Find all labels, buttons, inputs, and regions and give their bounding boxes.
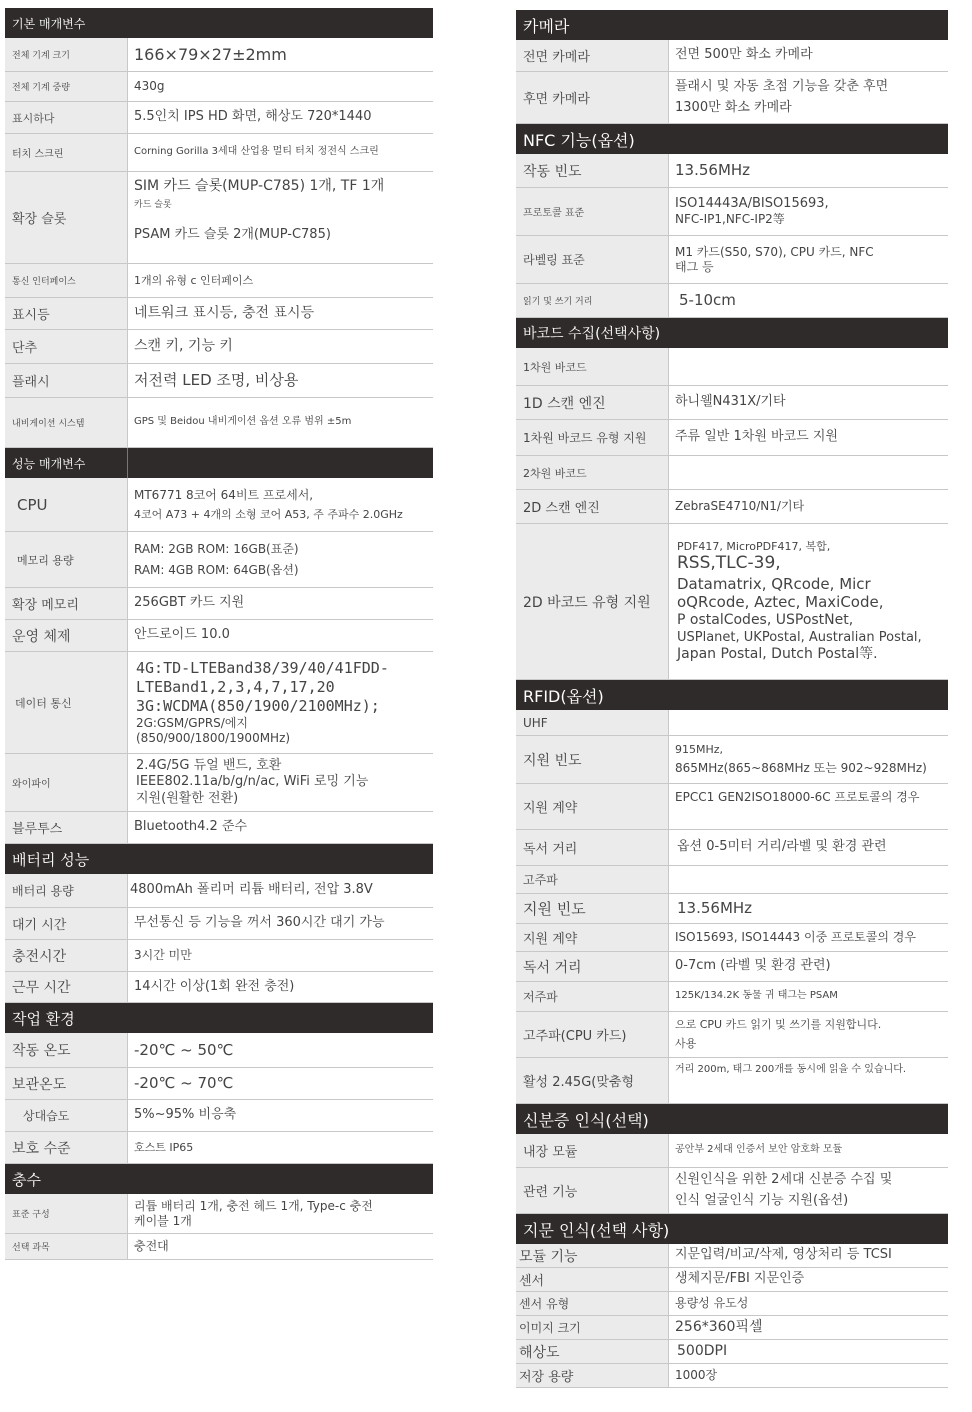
spec-value-line: 3G:WCDMA(850/1900/2100MHz); (136, 696, 380, 715)
spec-key: 와이파이 (5, 754, 128, 811)
spec-value: ISO15693, ISO14443 이중 프로토콜의 경우 (675, 930, 916, 944)
spec-value-line: 865MHz(865~868MHz 또는 902~928MHz) (675, 761, 927, 776)
spec-key: 보호 수준 (5, 1132, 128, 1163)
spec-value-line: P ostalCodes, USPostNet, (677, 612, 854, 629)
spec-row (516, 784, 948, 830)
spec-row (5, 330, 433, 364)
spec-value: 하니웰N431X/기타 (675, 394, 786, 410)
spec-value-line: Datamatrix, QRcode, Micr (677, 574, 871, 593)
spec-value: EPCC1 GEN2ISO18000-6C 프로토콜의 경우 (675, 790, 920, 804)
spec-value-line: 1300만 화소 카메라 (675, 100, 792, 115)
spec-value-line: 4코어 A73 + 4개의 소형 코어 A53, 주 주파수 2.0GHz (134, 507, 403, 521)
spec-value (128, 652, 433, 753)
spec-row (5, 1100, 433, 1132)
section-header-id-card (516, 1104, 948, 1134)
spec-value-line: RSS,TLC-39, (677, 553, 781, 574)
spec-value: 거리 200m, 태그 200개를 동시에 읽을 수 있습니다. (675, 1064, 907, 1075)
spec-row (5, 38, 433, 72)
spec-value-line: M1 카드(S50, S70), CPU 카드, NFC (675, 244, 874, 259)
spec-value: -20℃ ~ 70℃ (134, 1074, 234, 1093)
spec-row (516, 1012, 948, 1058)
spec-value (669, 1012, 948, 1057)
spec-row (5, 874, 433, 908)
spec-row (5, 1234, 433, 1260)
section-header-environment (5, 1003, 433, 1033)
spec-row (516, 866, 948, 894)
section-header-battery (5, 844, 433, 874)
spec-key: 메모리 용량 (5, 532, 128, 587)
spec-key: 전체 기계 중량 (5, 72, 128, 101)
spec-row (5, 172, 433, 264)
spec-row (516, 982, 948, 1012)
spec-key: 작동 온도 (5, 1033, 128, 1067)
spec-key: 통신 인터페이스 (5, 264, 128, 297)
spec-row (5, 1033, 433, 1068)
spec-key: 배터리 용량 (5, 874, 128, 907)
spec-value-line: 지원(원활한 전환) (136, 790, 239, 806)
spec-value: 저전력 LED 조명, 비상용 (134, 371, 299, 390)
spec-value: 전면 500만 화소 카메라 (675, 47, 813, 63)
spec-key: 저장 용량 (516, 1364, 669, 1387)
spec-key: 1차원 바코드 유형 지원 (516, 420, 669, 455)
spec-value: 5-10cm (679, 291, 736, 310)
spec-value: 옵션 0-5미터 거리/라벨 및 환경 관련 (677, 839, 887, 855)
spec-value-line: 플래시 및 자동 초점 기능을 갖춘 후면 (675, 78, 889, 94)
spec-key: 1차원 바코드 (516, 348, 669, 385)
spec-row (516, 40, 948, 72)
spec-value: 무선통신 등 기능을 꺼서 360시간 대기 가능 (134, 915, 385, 931)
spec-key: 2D 바코드 유형 지원 (516, 524, 669, 679)
spec-row (516, 1268, 948, 1292)
spec-row (516, 1292, 948, 1316)
spec-value: 3시간 미만 (134, 948, 192, 962)
spec-value-line: SIM 카드 슬롯(MUP-C785) 1개, TF 1개 (134, 178, 385, 194)
spec-key: 표시등 (5, 298, 128, 329)
spec-key: 확장 메모리 (5, 588, 128, 619)
spec-value-line: 2G:GSM/GPRS/에지 (136, 715, 249, 730)
spec-row (5, 908, 433, 940)
spec-value: 용량성 유도성 (675, 1296, 749, 1310)
spec-value: -20℃ ~ 50℃ (134, 1040, 234, 1059)
spec-key: 관련 기능 (516, 1168, 669, 1213)
spec-row (516, 924, 948, 952)
spec-row (5, 264, 433, 298)
spec-key: CPU (5, 478, 128, 531)
spec-key: 운영 체제 (5, 620, 128, 651)
spec-row (5, 588, 433, 620)
spec-value: 생체지문/FBI 지문인증 (675, 1271, 805, 1287)
section-header-rfid (516, 680, 948, 710)
spec-value-line: MT6771 8코어 64비트 프로세서, (134, 487, 314, 502)
spec-row (516, 1340, 948, 1364)
spec-key: 플래시 (5, 364, 128, 397)
spec-value: 430g (134, 79, 165, 93)
spec-value (128, 478, 433, 531)
spec-value: 주류 일반 1차원 바코드 지원 (675, 429, 838, 445)
spec-row (5, 1068, 433, 1100)
spec-row (516, 1058, 948, 1104)
spec-value: 5%~95% 비응축 (134, 1107, 237, 1123)
spec-value: 1000장 (675, 1368, 718, 1382)
spec-key: 단추 (5, 330, 128, 363)
spec-row (516, 456, 948, 490)
spec-value: 충전대 (134, 1239, 169, 1253)
spec-key: 데이터 통신 (5, 652, 128, 753)
spec-row (516, 710, 948, 736)
spec-value (669, 524, 948, 679)
spec-value (669, 348, 948, 385)
spec-value (128, 172, 433, 263)
spec-key: 프로토콜 표준 (516, 188, 669, 235)
spec-key: 독서 거리 (516, 830, 669, 865)
spec-key: 전면 카메라 (516, 40, 669, 71)
spec-key: 1D 스캔 엔진 (516, 386, 669, 419)
spec-value: 1개의 유형 c 인터페이스 (134, 273, 254, 287)
spec-value: 256GBT 카드 지원 (134, 595, 245, 611)
spec-key: 대기 시간 (5, 908, 128, 939)
spec-key: 독서 거리 (516, 952, 669, 981)
spec-value-line: 케이블 1개 (134, 1213, 192, 1228)
spec-value (669, 1168, 948, 1213)
spec-row (516, 830, 948, 866)
spec-row (516, 736, 948, 784)
section-title: 성능 매개변수 (5, 448, 128, 478)
spec-value-line: 카드 슬롯 (134, 199, 172, 210)
spec-value-line: LTEBand1,2,3,4,7,17,20 (136, 678, 335, 697)
spec-value-line: oQRcode, Aztec, MaxiCode, (677, 593, 884, 612)
section-header-nfc (516, 124, 948, 154)
spec-value-line: Japan Postal, Dutch Postal等. (677, 645, 878, 662)
spec-row (516, 1168, 948, 1214)
spec-key: 충전시간 (5, 940, 128, 971)
spec-key: 라벨링 표준 (516, 236, 669, 283)
spec-row (516, 420, 948, 456)
spec-row (5, 652, 433, 754)
spec-value-line: 리튬 배터리 1개, 충전 헤드 1개, Type-c 충전 (134, 1198, 373, 1213)
section-header-performance (5, 448, 433, 478)
spec-key: 읽기 및 쓰기 거리 (516, 284, 669, 317)
spec-value (128, 1194, 433, 1233)
spec-row (516, 524, 948, 680)
spec-value (669, 188, 948, 235)
left-spec-column (5, 8, 433, 1260)
spec-value (669, 236, 948, 283)
spec-value: 안드로이드 10.0 (134, 627, 230, 643)
spec-key: 전체 기계 크기 (5, 38, 128, 71)
spec-value-line: 2.4G/5G 듀얼 밴드, 호환 (136, 758, 282, 774)
spec-value: 5.5인치 IPS HD 화면, 해상도 720*1440 (134, 109, 372, 125)
section-header-accessories (5, 1164, 433, 1194)
spec-row (516, 188, 948, 236)
spec-row (5, 364, 433, 398)
spec-value (669, 456, 948, 489)
spec-value-line: 태그 등 (675, 259, 714, 274)
spec-value-line: 4G:TD-LTEBand38/39/40/41FDD- (136, 659, 389, 678)
spec-row (5, 940, 433, 972)
spec-key: 표준 구성 (5, 1194, 128, 1233)
spec-value: 166×79×27±2mm (134, 44, 287, 64)
right-spec-column (516, 10, 948, 1388)
section-title: 지문 인식(선택 사항) (523, 1220, 670, 1240)
spec-key: 모듈 기능 (516, 1244, 669, 1267)
spec-value-line: 인식 얼굴인식 기능 지원(옵션) (675, 1192, 849, 1208)
section-title: RFID(옵션) (523, 686, 604, 706)
spec-row (516, 1244, 948, 1268)
spec-key: 센서 유형 (516, 1292, 669, 1315)
spec-value: 125K/134.2K 동물 귀 태그는 PSAM (675, 990, 838, 1002)
spec-value-line: 사용 (675, 1037, 697, 1050)
section-title: 작업 환경 (12, 1009, 75, 1028)
spec-value: ZebraSE4710/N1/기타 (675, 499, 805, 513)
spec-value-line: (850/900/1800/1900MHz) (136, 730, 291, 745)
section-title: 기본 매개변수 (12, 16, 86, 31)
spec-key: 고주파(CPU 카드) (516, 1012, 669, 1057)
spec-key: 근무 시간 (5, 972, 128, 1002)
spec-value-line: ISO14443A/BISO15693, (675, 195, 829, 211)
spec-value-line: IEEE802.11a/b/g/n/ac, WiFi 로밍 기능 (136, 774, 369, 790)
spec-key: 이미지 크기 (516, 1316, 669, 1339)
spec-value-line: 으로 CPU 카드 읽기 및 쓰기를 지원합니다. (675, 1018, 882, 1032)
spec-value (128, 532, 433, 587)
spec-row (5, 72, 433, 102)
spec-key: 작동 빈도 (516, 154, 669, 187)
spec-row (516, 490, 948, 524)
spec-row (5, 1132, 433, 1164)
spec-value: 지문입력/비교/삭제, 영상처리 등 TCSI (675, 1247, 892, 1263)
spec-key: 고주파 (516, 866, 669, 893)
spec-key: 내비게이션 시스템 (5, 398, 128, 447)
spec-value: Corning Gorilla 3세대 산업용 멀티 터치 정전식 스크린 (134, 146, 379, 158)
spec-key: 선택 과목 (5, 1234, 128, 1259)
spec-row (5, 298, 433, 330)
spec-value: 호스트 IP65 (134, 1140, 194, 1154)
spec-value-line: 915MHz, (675, 742, 724, 756)
spec-row (5, 134, 433, 172)
spec-key: 저주파 (516, 982, 669, 1011)
spec-value (128, 754, 433, 811)
spec-row (516, 952, 948, 982)
spec-value: Bluetooth4.2 준수 (134, 819, 248, 835)
spec-row (516, 284, 948, 318)
spec-key: 지원 빈도 (516, 736, 669, 783)
spec-value: 500DPI (677, 1342, 728, 1359)
spec-value-line: USPlanet, UKPostal, Australian Postal, (677, 629, 922, 645)
spec-value-line: RAM: 4GB ROM: 64GB(옵션) (134, 562, 299, 577)
spec-row (516, 348, 948, 386)
spec-value: 네트워크 표시등, 충전 표시등 (134, 304, 315, 321)
spec-row (516, 1364, 948, 1388)
spec-value: 스캔 키, 기능 키 (134, 337, 233, 354)
section-title: 카메라 (523, 16, 570, 36)
spec-value-line: 신원인식을 위한 2세대 신분증 수집 및 (675, 1172, 893, 1188)
spec-key: 터치 스크린 (5, 134, 128, 171)
spec-row (5, 398, 433, 448)
spec-value: 256*360픽셀 (675, 1318, 763, 1335)
section-header-barcode (516, 318, 948, 348)
section-header-camera (516, 10, 948, 40)
spec-value-line: PDF417, MicroPDF417, 복합, (677, 539, 831, 553)
spec-key: 센서 (516, 1268, 669, 1291)
spec-value (669, 736, 948, 783)
spec-value: 0-7cm (라벨 및 환경 관련) (675, 958, 831, 974)
spec-value: 13.56MHz (675, 161, 751, 180)
spec-key: 확장 슬롯 (5, 172, 128, 263)
spec-value-line: RAM: 2GB ROM: 16GB(표준) (134, 541, 299, 556)
section-header-basic (5, 8, 433, 38)
spec-value: 4800mAh 폴리머 리튬 배터리, 전압 3.8V (130, 882, 373, 898)
spec-key: 후면 카메라 (516, 72, 669, 123)
section-header-fingerprint (516, 1214, 948, 1244)
spec-row (5, 532, 433, 588)
spec-row (5, 972, 433, 1003)
spec-key: 2차원 바코드 (516, 456, 669, 489)
spec-key: 보관온도 (5, 1068, 128, 1099)
spec-key: 활성 2.45G(맞춤형 (516, 1058, 669, 1103)
spec-row (5, 812, 433, 844)
spec-key: 2D 스캔 엔진 (516, 490, 669, 523)
section-title: 바코드 수집(선택사항) (523, 326, 661, 342)
section-title: 신분증 인식(선택) (523, 1110, 649, 1130)
spec-key: 상대습도 (5, 1100, 128, 1131)
spec-row (516, 154, 948, 188)
section-title: 배터리 성능 (12, 850, 90, 869)
spec-row (516, 72, 948, 124)
spec-key: 블루투스 (5, 812, 128, 843)
spec-value-line: NFC-IP1,NFC-IP2等 (675, 212, 785, 227)
spec-row (516, 236, 948, 284)
spec-key: UHF (516, 710, 669, 735)
spec-value (669, 72, 948, 123)
spec-value: 공안부 2세대 인증서 보안 암호화 모듈 (675, 1144, 843, 1156)
spec-key: 내장 모듈 (516, 1134, 669, 1167)
spec-row (5, 754, 433, 812)
spec-key: 지원 계약 (516, 924, 669, 951)
spec-value: 14시간 이상(1회 완전 충전) (134, 978, 295, 994)
spec-row (516, 1134, 948, 1168)
spec-value-line: PSAM 카드 슬롯 2개(MUP-C785) (134, 226, 331, 242)
spec-row (516, 894, 948, 924)
spec-row (5, 478, 433, 532)
spec-key: 해상도 (516, 1340, 669, 1363)
section-title: 충수 (12, 1170, 41, 1189)
spec-value (669, 866, 948, 893)
spec-row (5, 102, 433, 134)
spec-key: 지원 빈도 (516, 894, 669, 923)
spec-key: 지원 계약 (516, 784, 669, 829)
section-title: NFC 기능(옵션) (523, 130, 635, 150)
spec-row (5, 620, 433, 652)
spec-row (5, 1194, 433, 1234)
spec-row (516, 386, 948, 420)
spec-key: 표시하다 (5, 102, 128, 133)
spec-row (516, 1316, 948, 1340)
spec-value: 13.56MHz (677, 899, 753, 918)
spec-value (669, 710, 948, 735)
spec-value: GPS 및 Beidou 내비게이션 옵션 오류 범위 ±5m (134, 416, 352, 428)
